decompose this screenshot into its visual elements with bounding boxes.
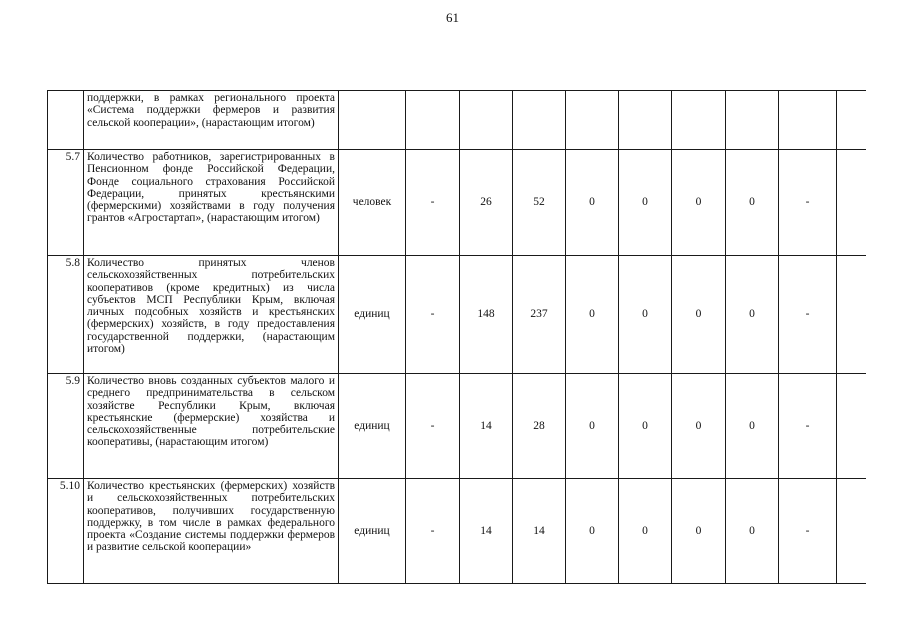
- row-number-cell: 5.9: [48, 374, 84, 479]
- indicators-table: [47, 90, 866, 584]
- value-cell: [406, 91, 460, 150]
- value-cell: 0: [619, 256, 672, 374]
- table-row: [48, 479, 866, 584]
- indicator-description-cell: Количество работников, зарегистрированных в Пенсионном фонде Российской Федерации, Фонде социального страхования Российской Федерации, принятых крестьянскими (фермерскими) хозяйствами в году получения грантов «Агростартап», (нарастающим итогом): [84, 150, 339, 256]
- value-cell: 0: [619, 150, 672, 256]
- table-row: [48, 256, 866, 374]
- value-cell: 0: [672, 150, 726, 256]
- unit-cell: единиц: [339, 479, 406, 584]
- value-cell: 0: [726, 150, 779, 256]
- unit-cell: человек: [339, 150, 406, 256]
- value-cell: [837, 150, 866, 256]
- value-cell: -: [406, 479, 460, 584]
- value-cell: 0: [726, 479, 779, 584]
- value-cell: 14: [513, 479, 566, 584]
- value-cell: -: [406, 374, 460, 479]
- value-cell: 0: [619, 479, 672, 584]
- unit-cell: единиц: [339, 256, 406, 374]
- value-cell: [460, 91, 513, 150]
- value-cell: 52: [513, 150, 566, 256]
- value-cell: 14: [460, 374, 513, 479]
- value-cell: -: [406, 256, 460, 374]
- value-cell: [779, 91, 837, 150]
- indicator-description-cell: поддержки, в рамках регионального проекта «Система поддержки фермеров и развития сельской кооперации», (нарастающим итогом): [84, 91, 339, 150]
- indicator-description-cell: Количество принятых членов сельскохозяйственных потребительских кооперативов (кроме кредитных) из числа субъектов МСП Республики Крым, включая личных подсобных хозяйств и крестьянских (фермерских) хозяйств, в году предоставления государственной поддержки, (нарастающим итогом): [84, 256, 339, 374]
- row-number-cell: [48, 91, 84, 150]
- value-cell: 148: [460, 256, 513, 374]
- table-row: [48, 150, 866, 256]
- indicator-description-cell: Количество вновь созданных субъектов малого и среднего предпринимательства в сельском хозяйстве Республики Крым, включая крестьянские (фермерские) хозяйства и сельскохозяйственные потребительские кооперативы, (нарастающим итогом): [84, 374, 339, 479]
- value-cell: [513, 91, 566, 150]
- value-cell: [566, 91, 619, 150]
- value-cell: -: [779, 479, 837, 584]
- value-cell: -: [779, 256, 837, 374]
- value-cell: [726, 91, 779, 150]
- value-cell: -: [406, 150, 460, 256]
- indicator-description-cell: Количество крестьянских (фермерских) хозяйств и сельскохозяйственных потребительских кооперативов, получивших государственную поддержку, в том числе в рамках федерального проекта «Создание системы поддержки фермеров и развитие сельской кооперации»: [84, 479, 339, 584]
- value-cell: -: [779, 150, 837, 256]
- value-cell: -: [779, 374, 837, 479]
- value-cell: 0: [566, 479, 619, 584]
- table-row: [48, 91, 866, 150]
- value-cell: [837, 374, 866, 479]
- unit-cell: [339, 91, 406, 150]
- value-cell: [837, 479, 866, 584]
- value-cell: 28: [513, 374, 566, 479]
- value-cell: 0: [726, 256, 779, 374]
- value-cell: [837, 91, 866, 150]
- value-cell: 0: [672, 479, 726, 584]
- table-row: [48, 374, 866, 479]
- value-cell: 0: [619, 374, 672, 479]
- value-cell: 0: [566, 256, 619, 374]
- value-cell: 0: [566, 374, 619, 479]
- row-number-cell: 5.10: [48, 479, 84, 584]
- value-cell: [837, 256, 866, 374]
- unit-cell: единиц: [339, 374, 406, 479]
- value-cell: [672, 91, 726, 150]
- page-number: 61: [446, 10, 459, 25]
- value-cell: 26: [460, 150, 513, 256]
- value-cell: 0: [672, 374, 726, 479]
- value-cell: 0: [726, 374, 779, 479]
- row-number-cell: 5.8: [48, 256, 84, 374]
- row-number-cell: 5.7: [48, 150, 84, 256]
- value-cell: 14: [460, 479, 513, 584]
- value-cell: 0: [672, 256, 726, 374]
- value-cell: [619, 91, 672, 150]
- value-cell: 237: [513, 256, 566, 374]
- value-cell: 0: [566, 150, 619, 256]
